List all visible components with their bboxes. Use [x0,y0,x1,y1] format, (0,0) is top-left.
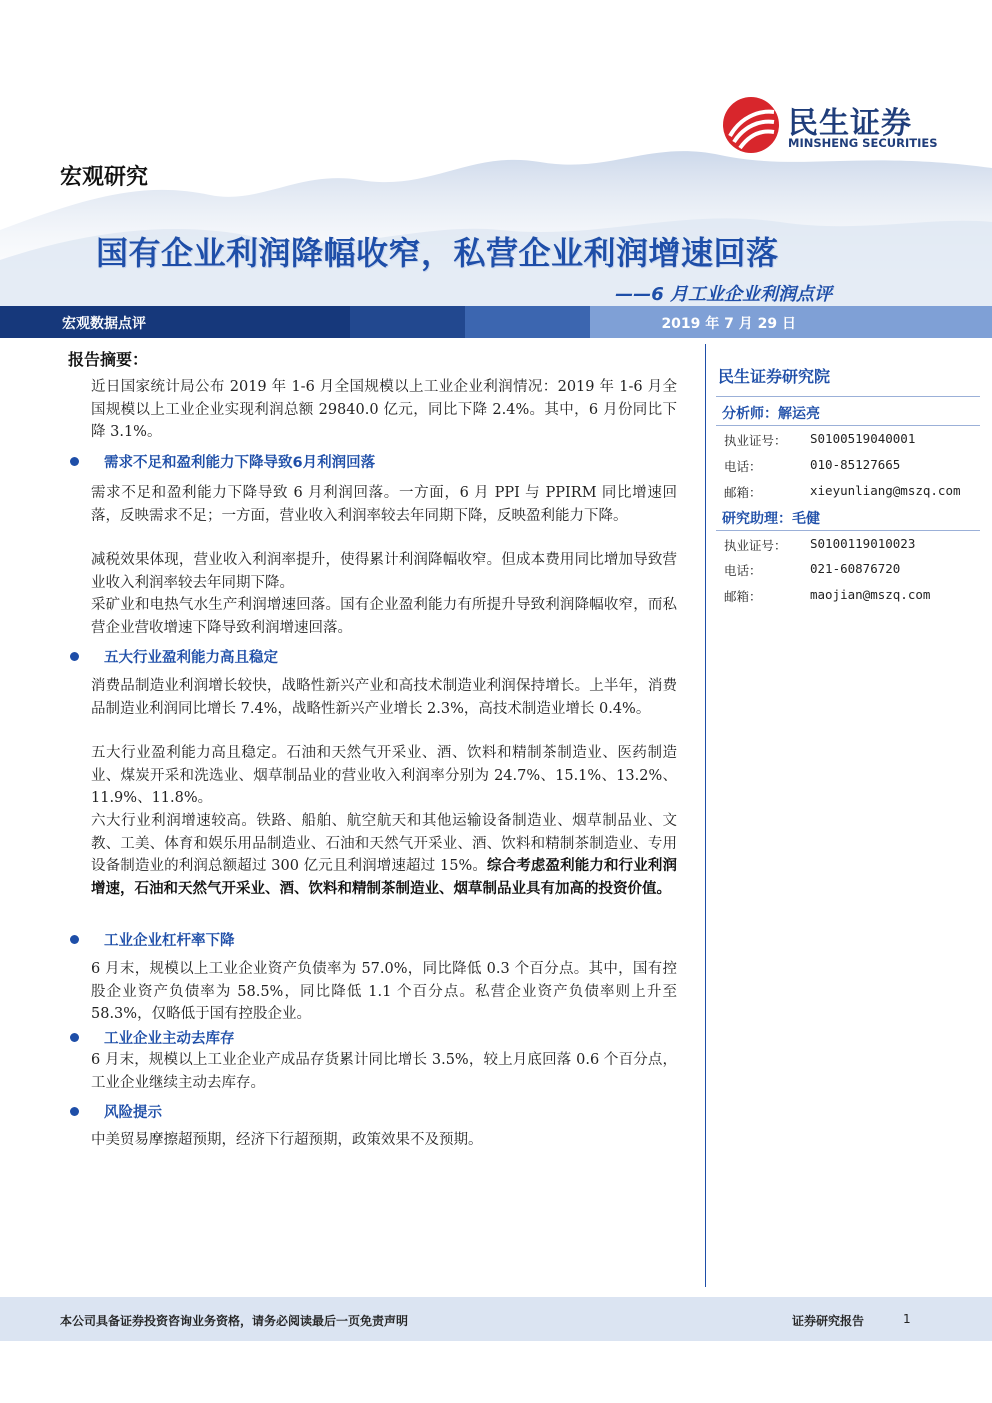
section-2-para-3-text: 六大行业利润增速较高。铁路、船舶、航空航天和其他运输设备制造业、烟草制品业、文教、工美、体育和娱乐用品制造业、石油和天然气开采业、酒、饮料和精制茶制造业、专用设备制造业的利润总额超过 300 亿元且利润增速超过 15%。 [91,813,677,874]
section-heading-3: 工业企业杠杆率下降 [70,929,670,951]
analyst-license-label: 执业证号： [724,433,787,448]
bullet-icon [70,1107,79,1116]
assistant-phone-value: 021-60876720 [810,561,901,576]
footer-report-type: 证券研究报告 [792,1314,865,1328]
report-date: 2019 年 7 月 29 日 [661,316,796,332]
header-band [0,306,992,338]
brand-name-en: MINSHENG SECURITIES [788,136,938,150]
company-logo [722,96,952,156]
divider [716,530,980,531]
analyst-license-value: S0100519040001 [810,431,916,446]
divider [716,396,980,397]
analyst-name: 分析师：解运亮 [722,406,820,422]
bullet-icon [70,935,79,944]
report-subtitle: ——6 月工业企业利润点评 [615,284,832,305]
section-1-para-1: 需求不足和盈利能力下降导致 6 月利润回落。一方面，6 月 PPI 与 PPIRM 同比增速回落，反映需求不足；一方面，营业收入利润率较去年同期下降，反映盈利能力下降。 [91,485,677,524]
report-title: 国有企业利润降幅收窄，私营企业利润增速回落 [96,234,779,272]
assistant-name: 研究助理：毛健 [722,511,820,527]
page-number: 1 [903,1312,911,1326]
analyst-email-label: 邮箱： [724,485,762,500]
analyst-email-value[interactable]: xieyunliang@mszq.com [810,483,961,498]
section-3-para-1: 6 月末，规模以上工业企业资产负债率为 57.0%，同比降低 0.3 个百分点。其中，国有控股企业资产负债率为 58.5%，同比降低 1.1 个百分点。私营企业资产负债率则上升至 58.3%，仅略低于国有控股企业。 [91,961,677,1022]
section-heading-1: 需求不足和盈利能力下降导致6月利润回落 [70,451,670,473]
section-2-para-1: 消费品制造业利润增长较快，战略性新兴产业和高技术制造业利润保持增长。上半年，消费品制造业利润同比增长 7.4%，战略性新兴产业增长 2.3%，高技术制造业增长 0.4%。 [91,678,677,717]
band-label: 宏观数据点评 [62,316,146,332]
analyst-phone-label: 电话： [724,459,762,474]
brand-name-cn: 民生证券 [788,106,912,141]
institute-name: 民生证券研究院 [718,367,831,386]
section-heading-2: 五大行业盈利能力高且稳定 [70,646,670,668]
assistant-phone-label: 电话： [724,563,762,578]
assistant-license-value: S0100119010023 [810,536,916,551]
footer-disclaimer: 本公司具备证券投资咨询业务资格，请务必阅读最后一页免责声明 [60,1314,409,1328]
summary-heading: 报告摘要： [68,350,149,369]
bullet-icon [70,457,79,466]
logo-mark-icon [722,96,780,154]
section-heading-5: 风险提示 [70,1101,670,1123]
sidebar-divider [705,344,706,1287]
section-5-para-1: 中美贸易摩擦超预期，经济下行超预期，政策效果不及预期。 [91,1132,483,1148]
bullet-icon [70,1033,79,1042]
section-2-highlight: 综合考虑盈利能力和行业利润增速，石油和天然气开采业、酒、饮料和精制茶制造业、烟草制品业具有加高的投资价值。 [91,857,678,897]
assistant-license-label: 执业证号： [724,538,787,553]
section-heading-4: 工业企业主动去库存 [70,1027,670,1049]
assistant-email-value[interactable]: maojian@mszq.com [810,587,931,602]
assistant-email-label: 邮箱： [724,589,762,604]
report-category: 宏观研究 [60,165,149,190]
analyst-phone-value: 010-85127665 [810,457,901,472]
section-1-para-3: 采矿业和电热气水生产利润增速回落。国有企业盈利能力有所提升导致利润降幅收窄，而私营企业营收增速下降导致利润增速回落。 [91,597,677,636]
section-2-para-3 [91,810,677,900]
section-1-para-2: 减税效果体现，营业收入利润率提升，使得累计利润降幅收窄。但成本费用同比增加导致营业收入利润率较去年同期下降。 [91,552,677,591]
bullet-icon [70,652,79,661]
section-2-para-2: 五大行业盈利能力高且稳定。石油和天然气开采业、酒、饮料和精制茶制造业、医药制造业、煤炭开采和洗选业、烟草制品业的营业收入利润率分别为 24.7%、15.1%、13.2%、11.9%、11.8%。 [91,745,677,806]
summary-intro: 近日国家统计局公布 2019 年 1-6 月全国规模以上工业企业利润情况：2019 年 1-6 月全国规模以上工业企业实现利润总额 29840.0 亿元，同比下降 2.4%。其中，6 月份同比下降 3.1%。 [91,379,677,440]
divider [716,425,980,426]
section-4-para-1: 6 月末，规模以上工业企业产成品存货累计同比增长 3.5%，较上月底回落 0.6 个百分点，工业企业继续主动去库存。 [91,1052,677,1091]
